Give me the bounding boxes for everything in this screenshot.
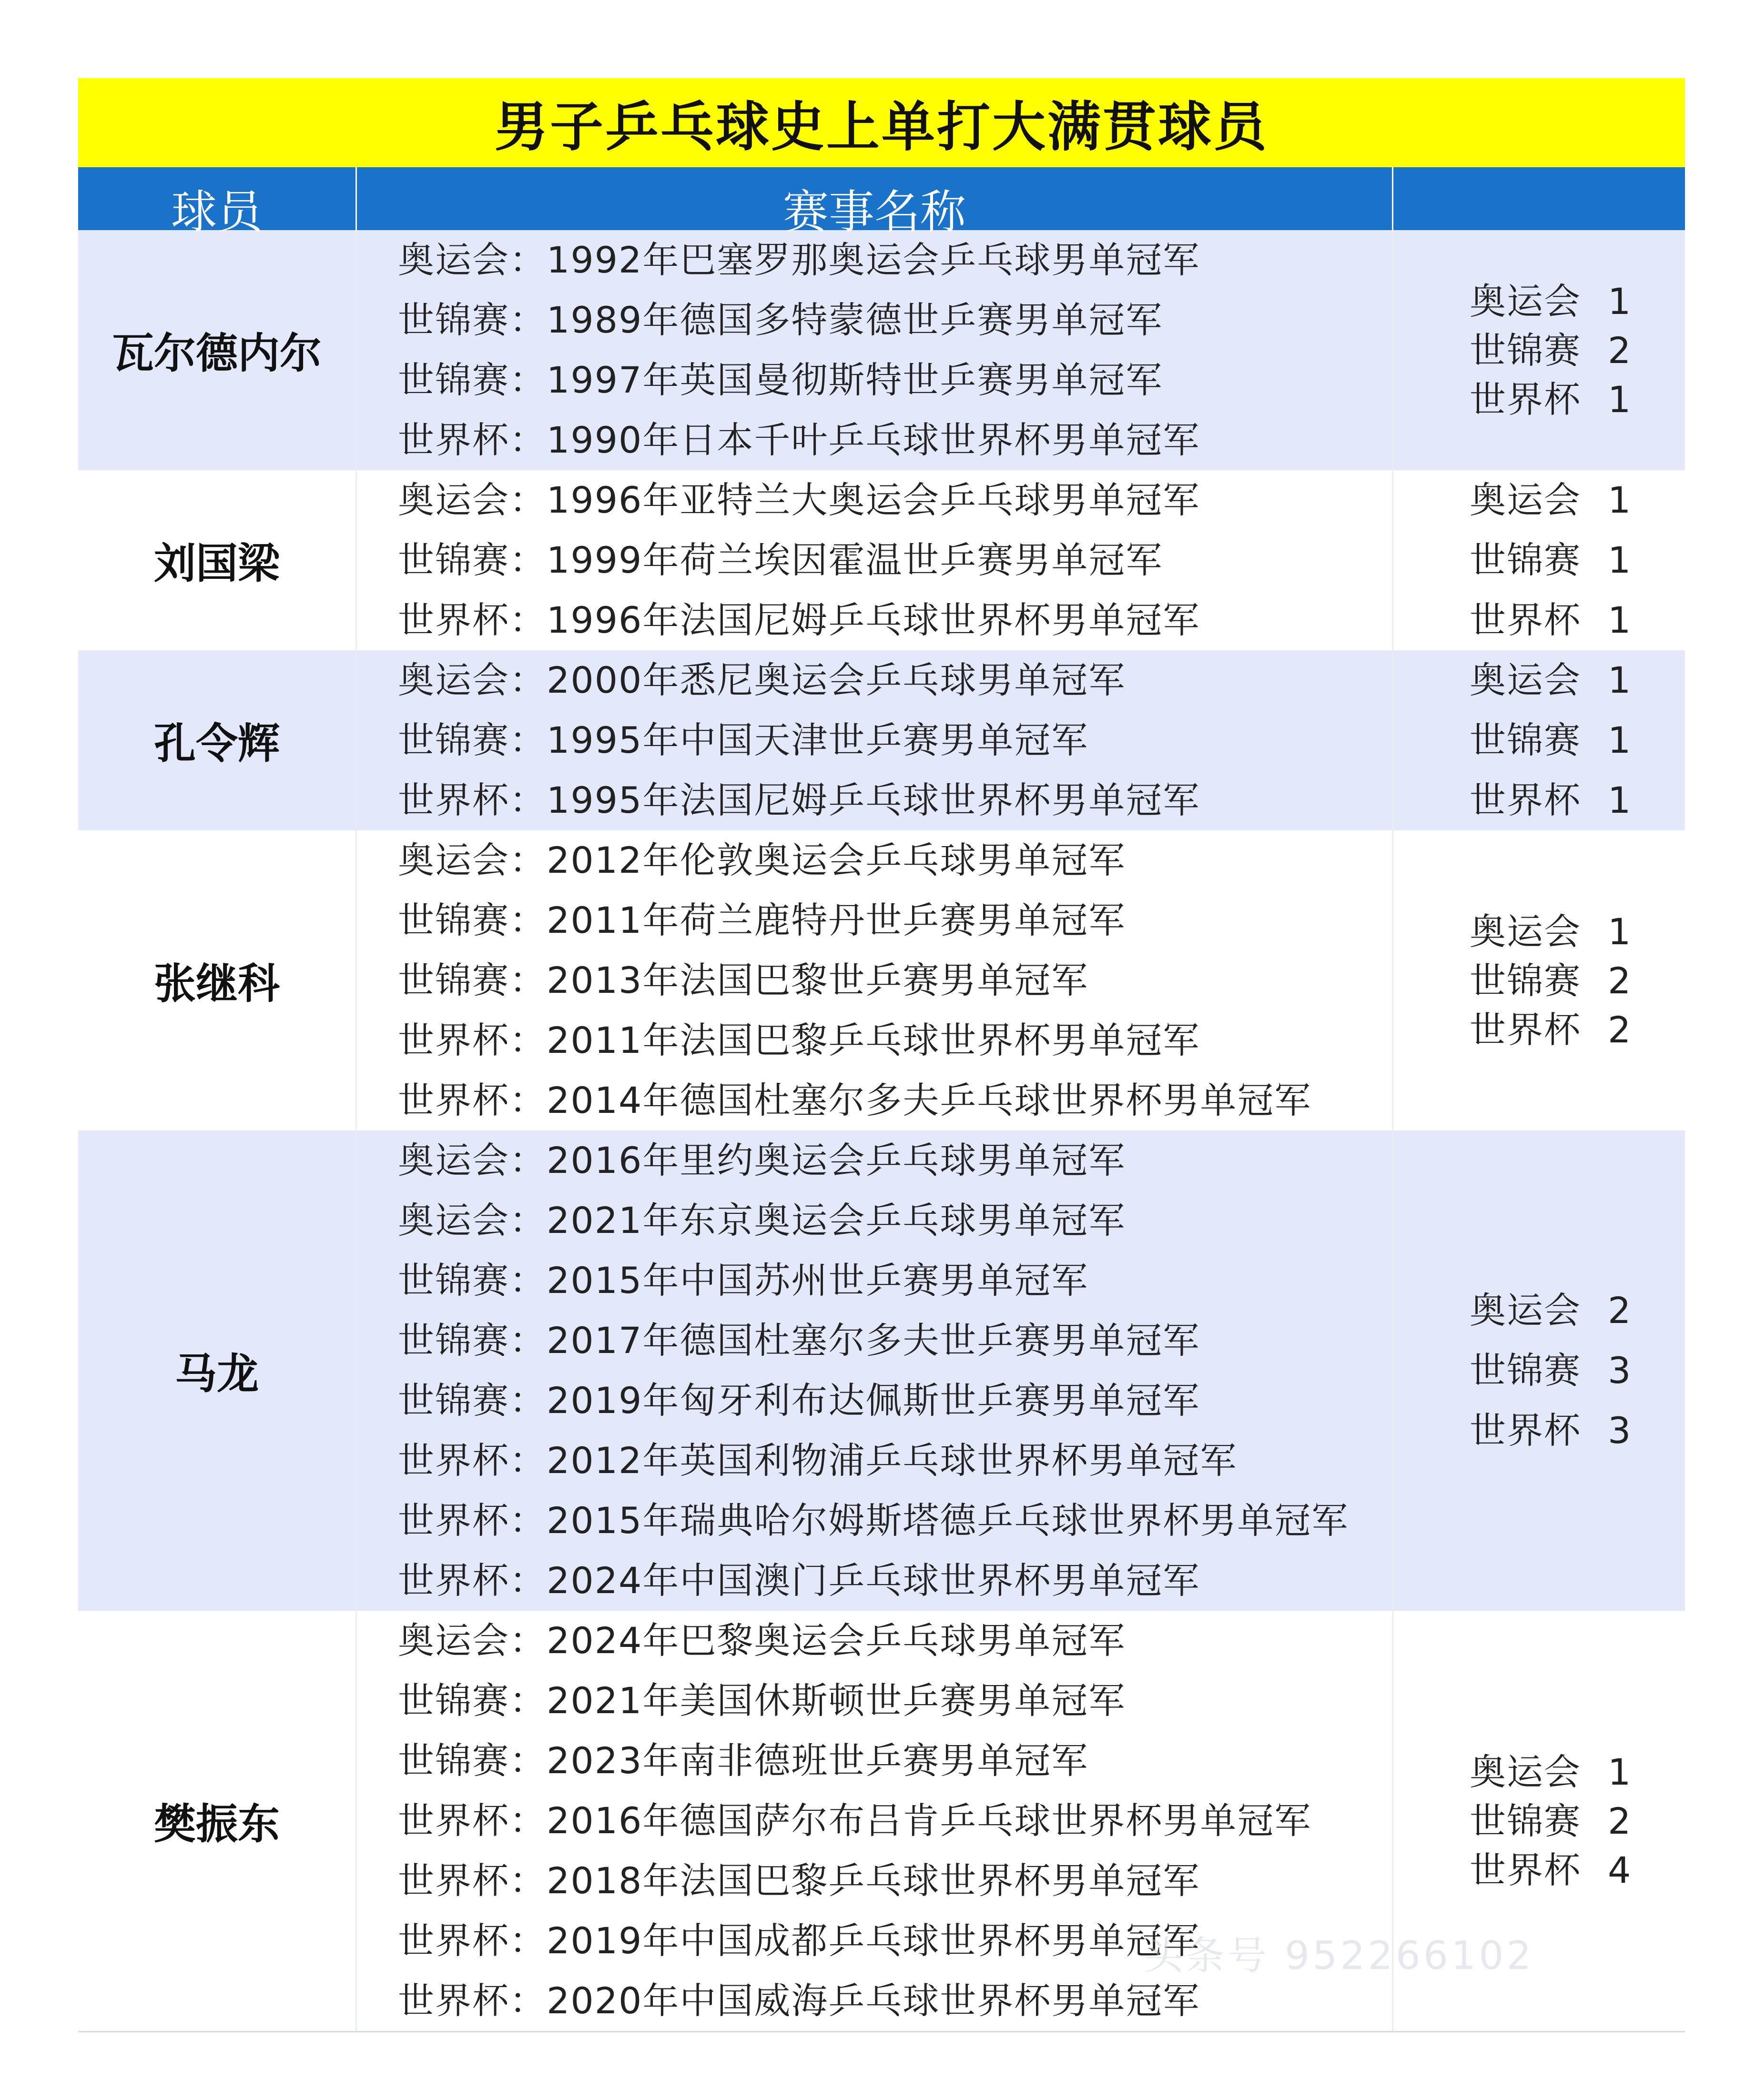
summary-label: 世锦赛 (1470, 1349, 1581, 1392)
table-title: 男子乒乓球史上单打大满贯球员 (78, 78, 1685, 167)
summary-label: 奥运会 (1470, 479, 1581, 521)
player-name: 孔令辉 (78, 650, 357, 830)
summary-count: 2 (1608, 329, 1632, 372)
title-summary (1393, 230, 1685, 470)
summary-item (1470, 1005, 1685, 1054)
summary-label: 奥运会 (1470, 280, 1581, 323)
summary-count: 1 (1608, 599, 1632, 641)
summary-label: 世界杯 (1470, 1008, 1581, 1051)
summary-item (1470, 956, 1685, 1005)
event-item: 世界杯：2016年德国萨尔布吕肯乒乓球世界杯男单冠军 (398, 1799, 1312, 1842)
summary-label: 奥运会 (1470, 1289, 1581, 1332)
player-name: 马龙 (78, 1131, 357, 1611)
player-name: 瓦尔德内尔 (78, 230, 357, 470)
summary-item (1470, 710, 1685, 770)
table-bottom-border (78, 2031, 1685, 2032)
summary-label: 世界杯 (1470, 779, 1581, 821)
summary-item (1470, 650, 1685, 710)
player-row-kong-linghui (78, 650, 1685, 830)
event-item: 世界杯：2011年法国巴黎乒乓球世界杯男单冠军 (398, 1019, 1200, 1061)
summary-count: 1 (1608, 479, 1632, 521)
title-summary (1393, 1131, 1685, 1611)
summary-count: 1 (1608, 1750, 1632, 1793)
summary-count: 3 (1608, 1349, 1632, 1392)
summary-item (1470, 1846, 1685, 1895)
event-item: 世锦赛：2023年南非德班世乒赛男单冠军 (398, 1739, 1089, 1782)
summary-count: 3 (1608, 1409, 1632, 1452)
header-player: 球员 (78, 167, 357, 241)
event-item: 奥运会：2000年悉尼奥运会乒乓球男单冠军 (398, 659, 1126, 701)
event-list (357, 830, 1393, 1131)
summary-item (1470, 907, 1685, 956)
summary-item (1470, 375, 1685, 424)
summary-label: 奥运会 (1470, 659, 1581, 701)
event-item: 世锦赛：2015年中国苏州世乒赛男单冠军 (398, 1259, 1089, 1302)
player-name: 张继科 (78, 830, 357, 1131)
summary-item (1470, 1401, 1685, 1461)
event-list (357, 230, 1393, 470)
summary-item (1470, 590, 1685, 650)
event-item: 奥运会：2021年东京奥运会乒乓球男单冠军 (398, 1199, 1126, 1242)
event-list (357, 470, 1393, 650)
summary-count: 1 (1608, 378, 1632, 421)
summary-label: 世界杯 (1470, 378, 1581, 421)
event-item: 世界杯：2012年英国利物浦乒乓球世界杯男单冠军 (398, 1439, 1238, 1482)
grand-slam-table (78, 78, 1685, 2032)
summary-item (1470, 1797, 1685, 1846)
summary-item (1470, 470, 1685, 530)
summary-label: 奥运会 (1470, 1750, 1581, 1793)
event-item: 世锦赛：1999年荷兰埃因霍温世乒赛男单冠军 (398, 539, 1163, 581)
title-summary (1393, 470, 1685, 650)
summary-item (1470, 326, 1685, 375)
player-row-zhang-jike (78, 830, 1685, 1131)
event-item: 世锦赛：1989年德国多特蒙德世乒赛男单冠军 (398, 299, 1163, 341)
summary-label: 世界杯 (1470, 1409, 1581, 1452)
event-item: 世界杯：2015年瑞典哈尔姆斯塔德乒乓球世界杯男单冠军 (398, 1499, 1349, 1542)
event-item: 世界杯：1996年法国尼姆乒乓球世界杯男单冠军 (398, 599, 1200, 641)
event-item: 世锦赛：2021年美国休斯顿世乒赛男单冠军 (398, 1679, 1126, 1722)
event-item: 世锦赛：1997年英国曼彻斯特世乒赛男单冠军 (398, 359, 1163, 401)
summary-label: 奥运会 (1470, 910, 1581, 953)
event-item: 世锦赛：2019年匈牙利布达佩斯世乒赛男单冠军 (398, 1379, 1200, 1422)
event-item: 奥运会：2016年里约奥运会乒乓球男单冠军 (398, 1139, 1126, 1181)
header-row (78, 167, 1685, 239)
summary-count: 2 (1608, 1799, 1632, 1842)
event-item: 世界杯：2019年中国成都乒乓球世界杯男单冠军 (398, 1919, 1200, 1962)
event-item: 奥运会：2012年伦敦奥运会乒乓球男单冠军 (398, 839, 1126, 881)
event-item: 世锦赛：1995年中国天津世乒赛男单冠军 (398, 719, 1089, 761)
event-item: 奥运会：1992年巴塞罗那奥运会乒乓球男单冠军 (398, 239, 1200, 281)
player-row-ma-long (78, 1131, 1685, 1611)
summary-count: 4 (1608, 1848, 1632, 1891)
summary-label: 世锦赛 (1470, 719, 1581, 761)
event-item: 世锦赛：2017年德国杜塞尔多夫世乒赛男单冠军 (398, 1319, 1200, 1362)
watermark: 头条号 952266102 (1144, 1933, 1534, 1979)
event-list (357, 1131, 1393, 1611)
summary-item (1470, 530, 1685, 590)
summary-count: 2 (1608, 1289, 1632, 1332)
header-event: 赛事名称 (357, 167, 1393, 241)
event-item: 世界杯：2018年法国巴黎乒乓球世界杯男单冠军 (398, 1859, 1200, 1902)
event-item: 世锦赛：2011年荷兰鹿特丹世乒赛男单冠军 (398, 899, 1126, 941)
summary-label: 世锦赛 (1470, 539, 1581, 581)
summary-count: 1 (1608, 910, 1632, 953)
title-summary (1393, 650, 1685, 830)
summary-label: 世锦赛 (1470, 959, 1581, 1002)
summary-label: 世锦赛 (1470, 329, 1581, 372)
summary-item (1470, 1341, 1685, 1401)
summary-item (1470, 770, 1685, 830)
event-item: 世界杯：2020年中国威海乒乓球世界杯男单冠军 (398, 1979, 1200, 2022)
summary-label: 世界杯 (1470, 599, 1581, 641)
player-row-waldner (78, 230, 1685, 470)
title-summary (1393, 830, 1685, 1131)
event-item: 奥运会：2024年巴黎奥运会乒乓球男单冠军 (398, 1619, 1126, 1662)
summary-label: 世锦赛 (1470, 1799, 1581, 1842)
summary-item (1470, 277, 1685, 326)
summary-count: 1 (1608, 539, 1632, 581)
summary-count: 2 (1608, 959, 1632, 1002)
summary-count: 1 (1608, 779, 1632, 821)
event-item: 世锦赛：2013年法国巴黎世乒赛男单冠军 (398, 959, 1089, 1001)
summary-count: 1 (1608, 719, 1632, 761)
summary-label: 世界杯 (1470, 1848, 1581, 1891)
event-item: 世界杯：1990年日本千叶乒乓球世界杯男单冠军 (398, 419, 1200, 461)
summary-count: 1 (1608, 280, 1632, 323)
player-name: 刘国梁 (78, 470, 357, 650)
summary-item (1470, 1747, 1685, 1797)
event-item: 奥运会：1996年亚特兰大奥运会乒乓球男单冠军 (398, 479, 1200, 521)
event-item: 世界杯：2024年中国澳门乒乓球世界杯男单冠军 (398, 1559, 1200, 1602)
summary-item (1470, 1281, 1685, 1341)
event-item: 世界杯：2014年德国杜塞尔多夫乒乓球世界杯男单冠军 (398, 1079, 1312, 1121)
player-row-liu-guoliang (78, 470, 1685, 650)
summary-count: 1 (1608, 659, 1632, 701)
player-name: 樊振东 (78, 1611, 357, 2031)
event-item: 世界杯：1995年法国尼姆乒乓球世界杯男单冠军 (398, 779, 1200, 821)
summary-count: 2 (1608, 1008, 1632, 1051)
event-list (357, 650, 1393, 830)
